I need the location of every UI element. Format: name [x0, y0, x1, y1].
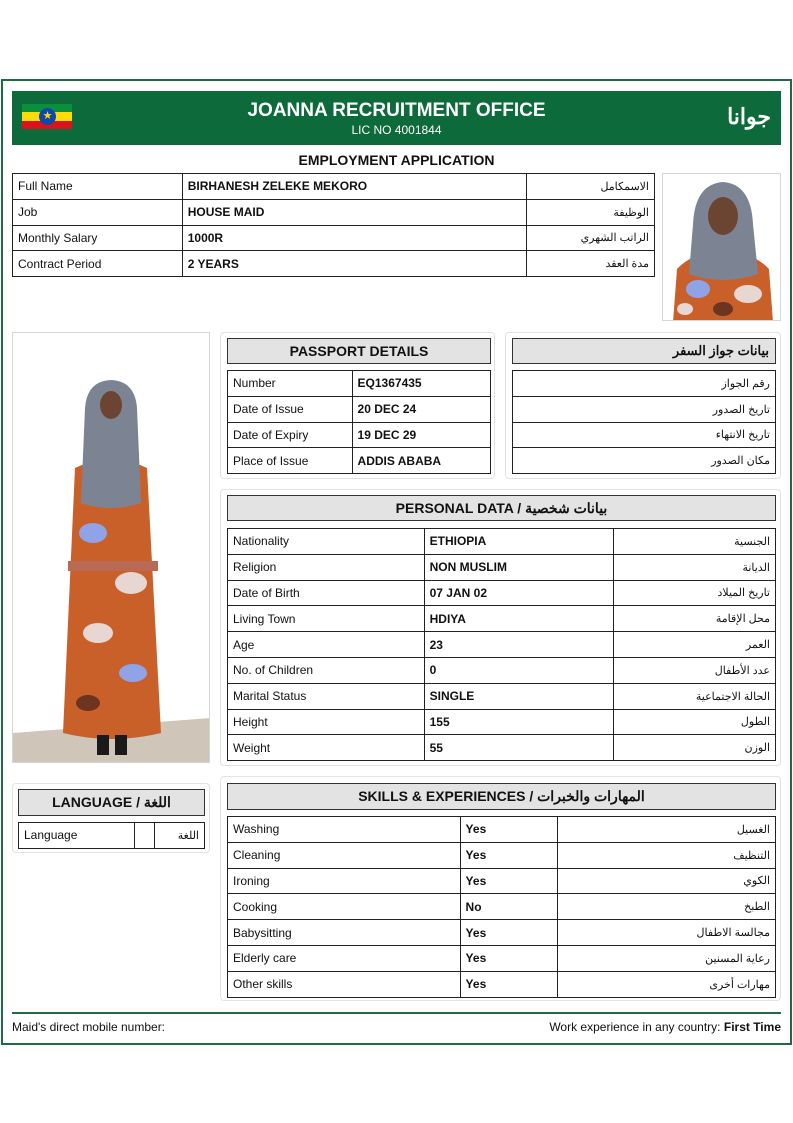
- skills-table: [227, 816, 776, 998]
- personal-row-value: NON MUSLIM: [424, 554, 614, 580]
- personal-row-arabic-label: العمر: [614, 632, 776, 658]
- page-title: EMPLOYMENT APPLICATION: [298, 152, 495, 168]
- skill-row-arabic-label: رعاية المسنين: [558, 945, 776, 971]
- personal-row-arabic-label: محل الإقامة: [614, 606, 776, 632]
- language-row: [19, 823, 205, 849]
- passport-row-label: Date of Issue: [228, 396, 353, 422]
- language-card: [12, 783, 210, 853]
- personal-row-label: Date of Birth: [228, 580, 425, 606]
- skill-row-value: Yes: [460, 971, 558, 997]
- passport-row: [228, 371, 491, 397]
- skill-row-arabic-label: الطبخ: [558, 894, 776, 920]
- summary-row-arabic-label: مدة العقد: [527, 251, 655, 277]
- personal-data-card: [220, 489, 781, 766]
- summary-row-label: Contract Period: [13, 251, 183, 277]
- summary-row: [13, 199, 655, 225]
- personal-row-value: 23: [424, 632, 614, 658]
- personal-row-label: Nationality: [228, 529, 425, 555]
- skill-row-arabic-label: مهارات أخرى: [558, 971, 776, 997]
- personal-row: [228, 632, 776, 658]
- arabic-brand: جوانا: [727, 104, 771, 129]
- personal-row-arabic-label: عدد الأطفال: [614, 657, 776, 683]
- passport-arabic-row: [513, 396, 776, 422]
- passport-row-value: ADDIS ABABA: [352, 448, 490, 474]
- summary-row-arabic-label: الوظيفة: [527, 199, 655, 225]
- personal-row-arabic-label: الطول: [614, 709, 776, 735]
- personal-row: [228, 657, 776, 683]
- skill-row-label: Washing: [228, 817, 461, 843]
- passport-row-label: Place of Issue: [228, 448, 353, 474]
- passport-row-value: 19 DEC 29: [352, 422, 490, 448]
- summary-row-arabic-label: الاسمكامل: [527, 174, 655, 200]
- personal-row-value: 55: [424, 735, 614, 761]
- skill-row-value: No: [460, 894, 558, 920]
- skill-row-value: Yes: [460, 868, 558, 894]
- skill-row: [228, 894, 776, 920]
- skill-row-value: Yes: [460, 920, 558, 946]
- passport-arabic-table: [512, 370, 776, 474]
- passport-row-label: Number: [228, 371, 353, 397]
- work-experience-label: Work experience in any country:: [549, 1020, 721, 1034]
- summary-row: [13, 174, 655, 200]
- personal-row-label: No. of Children: [228, 657, 425, 683]
- skill-row-label: Cleaning: [228, 842, 461, 868]
- summary-row-value: HOUSE MAID: [182, 199, 526, 225]
- passport-table: [227, 370, 491, 474]
- passport-arabic-row-arabic-label: مكان الصدور: [513, 448, 776, 474]
- passport-row: [228, 422, 491, 448]
- personal-row: [228, 529, 776, 555]
- personal-row-value: 155: [424, 709, 614, 735]
- skill-row-label: Elderly care: [228, 945, 461, 971]
- portrait-photo: [662, 173, 781, 321]
- personal-row: [228, 735, 776, 761]
- personal-row-label: Weight: [228, 735, 425, 761]
- skill-row: [228, 842, 776, 868]
- passport-row-label: Date of Expiry: [228, 422, 353, 448]
- skill-row-label: Cooking: [228, 894, 461, 920]
- personal-row-value: HDIYA: [424, 606, 614, 632]
- language-label-ar: اللغة: [155, 823, 205, 849]
- summary-table: [12, 173, 655, 277]
- personal-row-arabic-label: تاريخ الميلاد: [614, 580, 776, 606]
- personal-row-arabic-label: الحالة الاجتماعية: [614, 683, 776, 709]
- skill-row: [228, 817, 776, 843]
- personal-row-value: ETHIOPIA: [424, 529, 614, 555]
- summary-row-label: Job: [13, 199, 183, 225]
- full-body-photo: [12, 332, 210, 763]
- skill-row-value: Yes: [460, 842, 558, 868]
- passport-arabic-row: [513, 448, 776, 474]
- header-bar: [12, 91, 781, 145]
- personal-row-arabic-label: الوزن: [614, 735, 776, 761]
- personal-row: [228, 683, 776, 709]
- passport-arabic-row-arabic-label: تاريخ الصدور: [513, 396, 776, 422]
- passport-arabic-row: [513, 371, 776, 397]
- personal-row: [228, 580, 776, 606]
- passport-row: [228, 396, 491, 422]
- personal-row-arabic-label: الديانة: [614, 554, 776, 580]
- personal-data-table: [227, 528, 776, 761]
- skill-row: [228, 971, 776, 997]
- summary-row-label: Full Name: [13, 174, 183, 200]
- personal-data-title: PERSONAL DATA / بيانات شخصية: [227, 495, 776, 521]
- passport-arabic-card: [505, 332, 781, 479]
- personal-row-value: 0: [424, 657, 614, 683]
- personal-row-label: Age: [228, 632, 425, 658]
- summary-row: [13, 225, 655, 251]
- passport-row: [228, 448, 491, 474]
- skill-row-arabic-label: الكوي: [558, 868, 776, 894]
- passport-arabic-row-arabic-label: تاريخ الانتهاء: [513, 422, 776, 448]
- skill-row-arabic-label: التنظيف: [558, 842, 776, 868]
- skill-row: [228, 868, 776, 894]
- skill-row-arabic-label: الغسيل: [558, 817, 776, 843]
- skill-row-value: Yes: [460, 817, 558, 843]
- language-label: Language: [19, 823, 135, 849]
- personal-row-value: SINGLE: [424, 683, 614, 709]
- personal-row: [228, 554, 776, 580]
- personal-row: [228, 606, 776, 632]
- passport-arabic-row-arabic-label: رقم الجواز: [513, 371, 776, 397]
- skill-row: [228, 945, 776, 971]
- work-experience-value: First Time: [723, 1020, 781, 1034]
- summary-row: [13, 251, 655, 277]
- summary-row-label: Monthly Salary: [13, 225, 183, 251]
- skill-row-value: Yes: [460, 945, 558, 971]
- skill-row-label: Ironing: [228, 868, 461, 894]
- skills-card: [220, 776, 781, 1001]
- language-table: [18, 822, 205, 849]
- passport-title: PASSPORT DETAILS: [227, 338, 491, 364]
- skill-row-arabic-label: مجالسة الاطفال: [558, 920, 776, 946]
- license-number: LIC NO 4001844: [351, 123, 442, 137]
- passport-row-value: EQ1367435: [352, 371, 490, 397]
- personal-row-arabic-label: الجنسية: [614, 529, 776, 555]
- star-emblem-icon: ★: [39, 108, 56, 125]
- personal-row: [228, 709, 776, 735]
- skills-title: SKILLS & EXPERIENCES / المهارات والخبرات: [227, 783, 776, 810]
- passport-arabic-title: بيانات جواز السفر: [512, 338, 776, 364]
- language-value: [135, 823, 155, 849]
- work-experience: [549, 1020, 781, 1034]
- passport-card: [220, 332, 495, 479]
- summary-row-value: 1000R: [182, 225, 526, 251]
- language-title: LANGUAGE / اللغة: [18, 789, 205, 816]
- personal-row-label: Religion: [228, 554, 425, 580]
- summary-row-value: 2 YEARS: [182, 251, 526, 277]
- skill-row-label: Babysitting: [228, 920, 461, 946]
- passport-arabic-row: [513, 422, 776, 448]
- personal-row-label: Height: [228, 709, 425, 735]
- summary-row-arabic-label: الراتب الشهري: [527, 225, 655, 251]
- mobile-number-label: Maid's direct mobile number:: [12, 1020, 166, 1034]
- org-name: JOANNA RECRUITMENT OFFICE: [247, 100, 546, 121]
- passport-row-value: 20 DEC 24: [352, 396, 490, 422]
- skill-row: [228, 920, 776, 946]
- summary-row-value: BIRHANESH ZELEKE MEKORO: [182, 174, 526, 200]
- personal-row-label: Marital Status: [228, 683, 425, 709]
- footer-divider: [12, 1012, 781, 1014]
- personal-row-label: Living Town: [228, 606, 425, 632]
- skill-row-label: Other skills: [228, 971, 461, 997]
- personal-row-value: 07 JAN 02: [424, 580, 614, 606]
